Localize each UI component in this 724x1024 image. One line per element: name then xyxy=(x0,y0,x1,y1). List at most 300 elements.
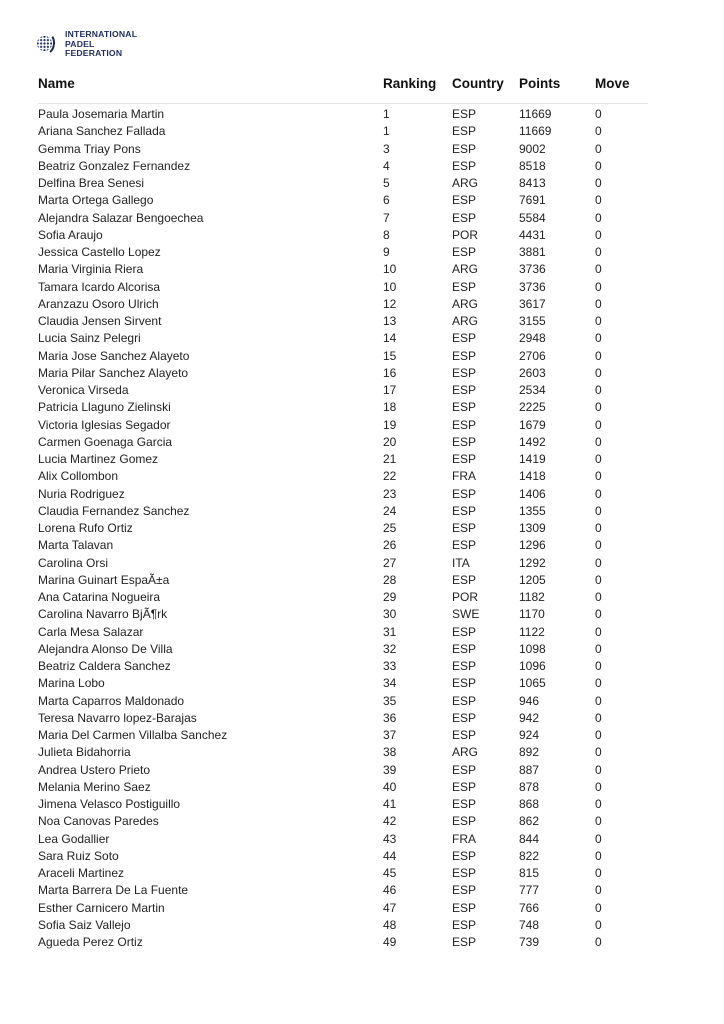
cell-ranking: 10 xyxy=(383,279,397,294)
cell-points: 766 xyxy=(519,900,540,915)
cell-ranking: 7 xyxy=(383,210,390,225)
cell-move: 0 xyxy=(595,503,602,518)
ipf-logo xyxy=(36,30,137,59)
cell-ranking: 37 xyxy=(383,728,397,742)
cell-points: 739 xyxy=(519,935,540,949)
cell-points: 11669 xyxy=(519,107,552,121)
ipf-globe-icon xyxy=(36,31,60,57)
table-header-row xyxy=(38,76,648,104)
cell-move: 0 xyxy=(595,124,602,139)
cell-country: ESP xyxy=(452,107,477,121)
cell-country: ARG xyxy=(452,296,479,311)
table-row xyxy=(38,296,648,313)
cell-country: ARG xyxy=(452,262,479,277)
cell-country: FRA xyxy=(452,831,476,846)
table-row xyxy=(38,744,648,761)
cell-ranking: 42 xyxy=(383,814,397,829)
cell-points: 1418 xyxy=(519,469,546,484)
cell-country: FRA xyxy=(452,469,476,484)
cell-ranking: 21 xyxy=(383,452,397,466)
cell-country: ESP xyxy=(452,762,477,777)
cell-points: 1205 xyxy=(519,572,546,587)
cell-points: 1309 xyxy=(519,521,546,535)
cell-country: ESP xyxy=(452,572,477,587)
cell-name: Lorena Rufo Ortiz xyxy=(38,521,133,535)
table-row xyxy=(38,831,648,848)
cell-move: 0 xyxy=(595,728,602,742)
column-header-country: Country xyxy=(452,76,519,104)
cell-name: Carolina Navarro BjÃ¶rk xyxy=(38,607,168,622)
cell-country: ESP xyxy=(452,193,477,208)
cell-ranking: 17 xyxy=(383,383,397,397)
cell-points: 1182 xyxy=(519,590,545,604)
cell-points: 2534 xyxy=(519,383,546,397)
cell-ranking: 31 xyxy=(383,624,397,639)
cell-move: 0 xyxy=(595,486,602,501)
table-row xyxy=(38,779,648,796)
cell-move: 0 xyxy=(595,745,602,760)
cell-move: 0 xyxy=(595,607,602,622)
cell-name: Lucia Sainz Pelegri xyxy=(38,331,141,346)
cell-ranking: 15 xyxy=(383,348,397,363)
table-row xyxy=(38,175,648,192)
cell-country: ESP xyxy=(452,848,477,863)
cell-ranking: 8 xyxy=(383,227,390,242)
cell-name: Patricia Llaguno Zielinski xyxy=(38,400,171,415)
cell-move: 0 xyxy=(595,107,602,121)
table-row xyxy=(38,434,648,451)
cell-name: Carolina Orsi xyxy=(38,555,109,570)
cell-name: Julieta Bidahorria xyxy=(38,745,131,760)
cell-points: 3617 xyxy=(519,296,546,311)
cell-ranking: 45 xyxy=(383,866,397,880)
table-row xyxy=(38,158,648,175)
cell-ranking: 6 xyxy=(383,193,390,208)
cell-move: 0 xyxy=(595,452,602,466)
cell-country: ESP xyxy=(452,279,477,294)
cell-name: Agueda Perez Ortiz xyxy=(38,935,143,949)
cell-name: Marta Ortega Gallego xyxy=(38,193,154,208)
table-row xyxy=(38,555,648,572)
table-row xyxy=(38,382,648,399)
cell-name: Jimena Velasco Postiguillo xyxy=(38,797,181,811)
cell-points: 924 xyxy=(519,728,540,742)
cell-ranking: 18 xyxy=(383,400,397,415)
cell-points: 5584 xyxy=(519,210,546,225)
table-row xyxy=(38,572,648,589)
cell-points: 8413 xyxy=(519,176,546,190)
cell-ranking: 1 xyxy=(383,107,390,121)
cell-country: ESP xyxy=(452,728,477,742)
cell-points: 887 xyxy=(519,762,540,777)
cell-points: 777 xyxy=(519,883,540,898)
cell-move: 0 xyxy=(595,469,602,484)
cell-points: 3155 xyxy=(519,314,546,328)
cell-country: ESP xyxy=(452,814,477,829)
cell-move: 0 xyxy=(595,417,602,432)
cell-country: ESP xyxy=(452,883,477,898)
cell-name: Delfina Brea Senesi xyxy=(38,176,145,190)
cell-name: Sofia Araujo xyxy=(38,227,103,242)
cell-country: ESP xyxy=(452,365,477,380)
cell-country: ARG xyxy=(452,314,479,328)
cell-move: 0 xyxy=(595,848,602,863)
cell-country: ESP xyxy=(452,452,477,466)
cell-points: 878 xyxy=(519,779,540,794)
cell-name: Maria Jose Sanchez Alayeto xyxy=(38,348,190,363)
ranking-table-body xyxy=(38,104,648,952)
cell-ranking: 27 xyxy=(383,555,397,570)
cell-ranking: 4 xyxy=(383,158,390,173)
table-row xyxy=(38,641,648,658)
cell-move: 0 xyxy=(595,348,602,363)
table-row xyxy=(38,503,648,520)
cell-points: 8518 xyxy=(519,158,546,173)
cell-points: 822 xyxy=(519,848,540,863)
cell-points: 1419 xyxy=(519,452,546,466)
cell-country: POR xyxy=(452,590,479,604)
table-row xyxy=(38,141,648,158)
cell-points: 3736 xyxy=(519,262,546,277)
cell-points: 7691 xyxy=(519,193,546,208)
table-row xyxy=(38,399,648,416)
cell-move: 0 xyxy=(595,158,602,173)
cell-name: Ana Catarina Nogueira xyxy=(38,590,161,604)
cell-country: ESP xyxy=(452,158,477,173)
cell-name: Lucia Martinez Gomez xyxy=(38,452,159,466)
ranking-table xyxy=(38,76,648,951)
cell-move: 0 xyxy=(595,383,602,397)
cell-ranking: 29 xyxy=(383,590,397,604)
cell-name: Maria Pilar Sanchez Alayeto xyxy=(38,365,189,380)
cell-ranking: 30 xyxy=(383,607,397,622)
cell-country: ESP xyxy=(452,417,477,432)
cell-name: Carla Mesa Salazar xyxy=(38,624,144,639)
table-row xyxy=(38,348,648,365)
cell-move: 0 xyxy=(595,296,602,311)
cell-country: ESP xyxy=(452,503,477,518)
cell-move: 0 xyxy=(595,935,602,949)
column-header-ranking: Ranking xyxy=(383,76,452,104)
table-row xyxy=(38,900,648,917)
cell-country: ESP xyxy=(452,659,477,673)
cell-points: 1406 xyxy=(519,486,546,501)
table-row xyxy=(38,762,648,779)
logo-line-federation: FEDERATION xyxy=(65,48,123,59)
table-row xyxy=(38,848,648,865)
cell-country: ESP xyxy=(452,676,477,691)
cell-ranking: 9 xyxy=(383,245,390,259)
cell-name: Marina Guinart EspaÃ±a xyxy=(38,572,170,587)
cell-country: ESP xyxy=(452,797,477,811)
cell-points: 1679 xyxy=(519,417,546,432)
cell-move: 0 xyxy=(595,365,602,380)
cell-ranking: 22 xyxy=(383,469,397,484)
cell-name: Jessica Castello Lopez xyxy=(38,245,161,259)
table-row xyxy=(38,624,648,641)
table-row xyxy=(38,330,648,347)
cell-country: ESP xyxy=(452,434,477,449)
cell-country: ESP xyxy=(452,779,477,794)
cell-move: 0 xyxy=(595,762,602,777)
cell-country: ESP xyxy=(452,400,477,415)
cell-ranking: 20 xyxy=(383,434,397,449)
table-row xyxy=(38,693,648,710)
table-row xyxy=(38,227,648,244)
cell-name: Marina Lobo xyxy=(38,676,105,691)
table-row xyxy=(38,865,648,882)
cell-name: Teresa Navarro lopez-Barajas xyxy=(38,710,197,725)
cell-country: ESP xyxy=(452,866,477,880)
cell-ranking: 28 xyxy=(383,572,397,587)
cell-ranking: 24 xyxy=(383,503,397,518)
cell-ranking: 26 xyxy=(383,538,397,553)
cell-name: Nuria Rodriguez xyxy=(38,486,125,501)
cell-ranking: 25 xyxy=(383,521,397,535)
cell-points: 11669 xyxy=(519,124,552,139)
cell-country: ESP xyxy=(452,141,477,156)
cell-ranking: 36 xyxy=(383,710,397,725)
cell-ranking: 23 xyxy=(383,486,397,501)
table-row xyxy=(38,589,648,606)
cell-ranking: 48 xyxy=(383,917,397,932)
cell-move: 0 xyxy=(595,262,602,277)
cell-move: 0 xyxy=(595,210,602,225)
cell-points: 1292 xyxy=(519,555,546,570)
cell-name: Beatriz Caldera Sanchez xyxy=(38,659,171,673)
cell-country: ESP xyxy=(452,124,477,139)
cell-points: 1122 xyxy=(519,624,545,639)
cell-points: 3736 xyxy=(519,279,546,294)
cell-ranking: 43 xyxy=(383,831,397,846)
cell-name: Carmen Goenaga Garcia xyxy=(38,434,173,449)
cell-name: Melania Merino Saez xyxy=(38,779,151,794)
cell-points: 3881 xyxy=(519,245,546,259)
cell-points: 1492 xyxy=(519,434,546,449)
cell-points: 2706 xyxy=(519,348,546,363)
cell-points: 2225 xyxy=(519,400,546,415)
cell-ranking: 49 xyxy=(383,935,397,949)
cell-ranking: 35 xyxy=(383,693,397,708)
cell-name: Paula Josemaria Martin xyxy=(38,107,165,121)
table-row xyxy=(38,606,648,623)
table-row xyxy=(38,365,648,382)
cell-move: 0 xyxy=(595,866,602,880)
cell-move: 0 xyxy=(595,917,602,932)
cell-move: 0 xyxy=(595,279,602,294)
table-row xyxy=(38,261,648,278)
cell-country: ESP xyxy=(452,538,477,553)
cell-name: Beatriz Gonzalez Fernandez xyxy=(38,158,191,173)
cell-name: Araceli Martinez xyxy=(38,866,125,880)
table-row xyxy=(38,123,648,140)
cell-name: Aranzazu Osoro Ulrich xyxy=(38,296,159,311)
cell-move: 0 xyxy=(595,624,602,639)
cell-points: 1170 xyxy=(519,607,545,622)
cell-points: 1296 xyxy=(519,538,546,553)
cell-country: POR xyxy=(452,227,479,242)
cell-ranking: 14 xyxy=(383,331,397,346)
cell-country: ITA xyxy=(452,555,470,570)
cell-ranking: 19 xyxy=(383,417,397,432)
cell-name: Victoria Iglesias Segador xyxy=(38,417,171,432)
cell-move: 0 xyxy=(595,314,602,328)
table-row xyxy=(38,537,648,554)
table-row xyxy=(38,468,648,485)
column-header-move: Move xyxy=(595,76,648,104)
cell-move: 0 xyxy=(595,797,602,811)
cell-name: Claudia Jensen Sirvent xyxy=(38,314,162,328)
table-row xyxy=(38,520,648,537)
cell-name: Alejandra Alonso De Villa xyxy=(38,641,173,656)
cell-move: 0 xyxy=(595,400,602,415)
cell-country: ESP xyxy=(452,710,477,725)
cell-points: 868 xyxy=(519,797,540,811)
cell-points: 1065 xyxy=(519,676,546,691)
cell-name: Sara Ruiz Soto xyxy=(38,848,119,863)
cell-move: 0 xyxy=(595,659,602,673)
cell-country: ESP xyxy=(452,900,477,915)
cell-move: 0 xyxy=(595,521,602,535)
cell-ranking: 1 xyxy=(383,124,390,139)
cell-points: 2948 xyxy=(519,331,546,346)
cell-name: Marta Talavan xyxy=(38,538,114,553)
table-row xyxy=(38,658,648,675)
cell-ranking: 41 xyxy=(383,797,397,811)
logo-line-padel: PADEL xyxy=(65,38,95,49)
cell-name: Maria Del Carmen Villalba Sanchez xyxy=(38,728,228,742)
cell-name: Claudia Fernandez Sanchez xyxy=(38,503,190,518)
cell-ranking: 3 xyxy=(383,141,390,156)
table-row xyxy=(38,727,648,744)
cell-country: ESP xyxy=(452,624,477,639)
cell-move: 0 xyxy=(595,434,602,449)
cell-move: 0 xyxy=(595,176,602,190)
table-row xyxy=(38,796,648,813)
cell-name: Alix Collombon xyxy=(38,469,119,484)
cell-ranking: 38 xyxy=(383,745,397,760)
table-row xyxy=(38,486,648,503)
cell-country: ESP xyxy=(452,641,477,656)
cell-move: 0 xyxy=(595,141,602,156)
ipf-logo-text xyxy=(65,30,137,59)
cell-move: 0 xyxy=(595,245,602,259)
cell-country: ESP xyxy=(452,693,477,708)
cell-name: Marta Caparros Maldonado xyxy=(38,693,185,708)
cell-name: Tamara Icardo Alcorisa xyxy=(38,279,161,294)
cell-move: 0 xyxy=(595,227,602,242)
table-row xyxy=(38,244,648,261)
cell-points: 892 xyxy=(519,745,540,760)
cell-move: 0 xyxy=(595,814,602,829)
cell-name: Noa Canovas Paredes xyxy=(38,814,159,829)
cell-ranking: 47 xyxy=(383,900,397,915)
cell-move: 0 xyxy=(595,900,602,915)
column-header-points: Points xyxy=(519,76,595,104)
cell-points: 862 xyxy=(519,814,540,829)
cell-points: 815 xyxy=(519,866,540,880)
table-row xyxy=(38,210,648,227)
cell-name: Alejandra Salazar Bengoechea xyxy=(38,210,204,225)
cell-move: 0 xyxy=(595,538,602,553)
cell-move: 0 xyxy=(595,641,602,656)
cell-move: 0 xyxy=(595,831,602,846)
cell-move: 0 xyxy=(595,590,602,604)
cell-ranking: 34 xyxy=(383,676,397,691)
table-row xyxy=(38,417,648,434)
cell-move: 0 xyxy=(595,193,602,208)
cell-ranking: 13 xyxy=(383,314,397,328)
cell-points: 2603 xyxy=(519,365,546,380)
cell-move: 0 xyxy=(595,779,602,794)
table-row xyxy=(38,313,648,330)
table-row xyxy=(38,451,648,468)
cell-name: Maria Virginia Riera xyxy=(38,262,144,277)
cell-country: ESP xyxy=(452,210,477,225)
cell-country: ESP xyxy=(452,935,477,949)
cell-country: SWE xyxy=(452,607,480,622)
table-row xyxy=(38,104,648,124)
cell-country: ESP xyxy=(452,245,477,259)
cell-points: 748 xyxy=(519,917,540,932)
cell-name: Sofia Saiz Vallejo xyxy=(38,917,131,932)
cell-points: 4431 xyxy=(519,227,546,242)
cell-name: Marta Barrera De La Fuente xyxy=(38,883,189,898)
cell-name: Veronica Virseda xyxy=(38,383,129,397)
cell-ranking: 46 xyxy=(383,883,397,898)
cell-points: 1355 xyxy=(519,503,546,518)
cell-country: ESP xyxy=(452,917,477,932)
cell-ranking: 33 xyxy=(383,659,397,673)
cell-country: ARG xyxy=(452,745,479,760)
cell-move: 0 xyxy=(595,676,602,691)
cell-country: ESP xyxy=(452,486,477,501)
cell-ranking: 16 xyxy=(383,365,397,380)
table-row xyxy=(38,917,648,934)
cell-points: 844 xyxy=(519,831,540,846)
cell-points: 1098 xyxy=(519,641,546,656)
cell-ranking: 40 xyxy=(383,779,397,794)
cell-ranking: 39 xyxy=(383,762,397,777)
cell-points: 946 xyxy=(519,693,540,708)
cell-ranking: 32 xyxy=(383,641,397,656)
cell-name: Gemma Triay Pons xyxy=(38,141,141,156)
cell-name: Ariana Sanchez Fallada xyxy=(38,124,166,139)
table-row xyxy=(38,934,648,951)
table-row xyxy=(38,710,648,727)
cell-move: 0 xyxy=(595,710,602,725)
table-row xyxy=(38,675,648,692)
column-header-name: Name xyxy=(38,76,383,104)
cell-ranking: 44 xyxy=(383,848,397,863)
cell-country: ARG xyxy=(452,176,479,190)
swoosh-arc-shape xyxy=(34,31,56,56)
table-row xyxy=(38,813,648,830)
cell-points: 942 xyxy=(519,710,540,725)
cell-ranking: 5 xyxy=(383,176,390,190)
cell-move: 0 xyxy=(595,572,602,587)
cell-country: ESP xyxy=(452,348,477,363)
cell-move: 0 xyxy=(595,693,602,708)
cell-ranking: 10 xyxy=(383,262,397,277)
cell-name: Lea Godallier xyxy=(38,831,110,846)
cell-country: ESP xyxy=(452,383,477,397)
cell-country: ESP xyxy=(452,521,477,535)
cell-move: 0 xyxy=(595,331,602,346)
table-row xyxy=(38,882,648,899)
cell-ranking: 12 xyxy=(383,296,397,311)
cell-country: ESP xyxy=(452,331,477,346)
